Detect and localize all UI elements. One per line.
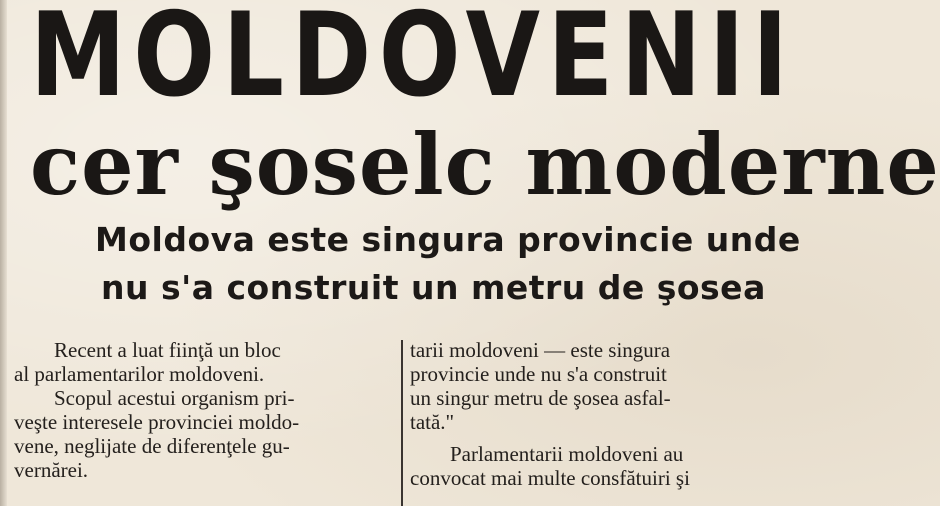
article-right-column (410, 338, 795, 506)
article-line: convocat mai multe consfătuiri şi (410, 466, 690, 490)
headline-main: MOLDOVENII (30, 0, 796, 123)
article-line: al parlamentarilor moldoveni. (14, 362, 265, 386)
article-line: provincie unde nu s'a construit (410, 362, 667, 386)
paragraph-gap (410, 434, 795, 442)
deck-line-2: nu s'a construit un metru de şosea (101, 268, 766, 307)
article-line: Scopul acestui organism pri- (54, 386, 295, 410)
deck (95, 216, 801, 312)
article-line: vernărei. (14, 458, 89, 482)
page-edge (0, 0, 7, 506)
article-line: un singur metru de şosea asfal- (410, 386, 671, 410)
article-line: tată." (410, 410, 455, 434)
deck-line-1: Moldova este singura provincie unde (95, 220, 801, 259)
article-line: veşte interesele provinciei moldo- (14, 410, 300, 434)
article-line: Recent a luat fiinţă un bloc (54, 338, 281, 362)
article-line: tarii moldoveni — este singura (410, 338, 671, 362)
article-line: Parlamentarii moldoveni au (450, 442, 684, 466)
headline-sub: cer şoselc moderne (30, 115, 940, 214)
article-line: vene, neglijate de diferenţele gu- (14, 434, 290, 458)
article-left-column (14, 338, 399, 506)
column-rule (401, 340, 403, 506)
